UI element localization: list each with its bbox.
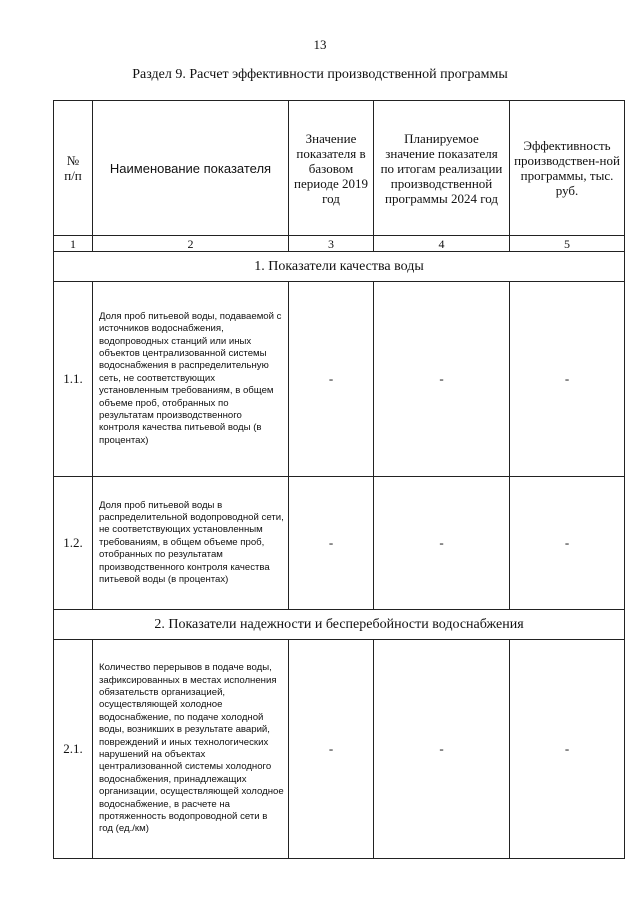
column-number: 1 — [54, 236, 93, 252]
section-row — [54, 610, 625, 640]
row-description: Количество перерывов в подаче воды, зафиксированных в местах исполнения обязательств организацией, осуществляющей холодное водоснабжение, по подаче холодной воды, возникших в результате аварий, повреждений и иных технологических нарушений на объектах централизованной системы холодного водоснабжения, принадлежащих организации, осуществляющей холодное водоснабжение, в расчете на протяженность водопроводной сети в год (ед./км) — [93, 640, 289, 859]
header-number: № п/п — [54, 101, 93, 236]
header-efficiency: Эффективность производствен-ной программы, тыс. руб. — [510, 101, 625, 236]
section-title-cell: 2. Показатели надежности и бесперебойности водоснабжения — [54, 610, 625, 640]
section-title: Раздел 9. Расчет эффективности производственной программы — [132, 67, 508, 82]
row-planned-value: - — [374, 282, 510, 477]
column-number: 2 — [93, 236, 289, 252]
row-base-value: - — [289, 477, 374, 610]
column-number: 3 — [289, 236, 374, 252]
efficiency-table — [53, 100, 625, 859]
header-planned-value: Планируемое значение показателя по итогам реализации производственной программы 2024 год — [374, 101, 510, 236]
header-row — [54, 101, 625, 236]
section-title-cell: 1. Показатели качества воды — [54, 252, 625, 282]
row-efficiency: - — [510, 282, 625, 477]
row-planned-value: - — [374, 477, 510, 610]
row-efficiency: - — [510, 477, 625, 610]
row-number: 1.1. — [54, 282, 93, 477]
header-name: Наименование показателя — [93, 101, 289, 236]
table-row — [54, 640, 625, 859]
row-description: Доля проб питьевой воды, подаваемой с источников водоснабжения, водопроводных станций или иных объектов централизованной системы водоснабжения в распределительную сеть, не соответствующих установленным требованиям, в общем объеме проб, отобранных по результатам производственного контроля качества питьевой воды (в процентах) — [93, 282, 289, 477]
row-efficiency: - — [510, 640, 625, 859]
row-planned-value: - — [374, 640, 510, 859]
row-description: Доля проб питьевой воды в распределительной водопроводной сети, не соответствующих установленным требованиям, в общем объеме проб, отобранных по результатам производственного контроля качества питьевой воды (в процентах) — [93, 477, 289, 610]
row-number: 1.2. — [54, 477, 93, 610]
header-base-value: Значение показателя в базовом периоде 2019 год — [289, 101, 374, 236]
column-number: 4 — [374, 236, 510, 252]
column-numbers-row — [54, 236, 625, 252]
row-base-value: - — [289, 282, 374, 477]
section-row — [54, 252, 625, 282]
row-number: 2.1. — [54, 640, 93, 859]
row-base-value: - — [289, 640, 374, 859]
column-number: 5 — [510, 236, 625, 252]
page-number: 13 — [313, 37, 327, 52]
table-row — [54, 477, 625, 610]
table-row — [54, 282, 625, 477]
